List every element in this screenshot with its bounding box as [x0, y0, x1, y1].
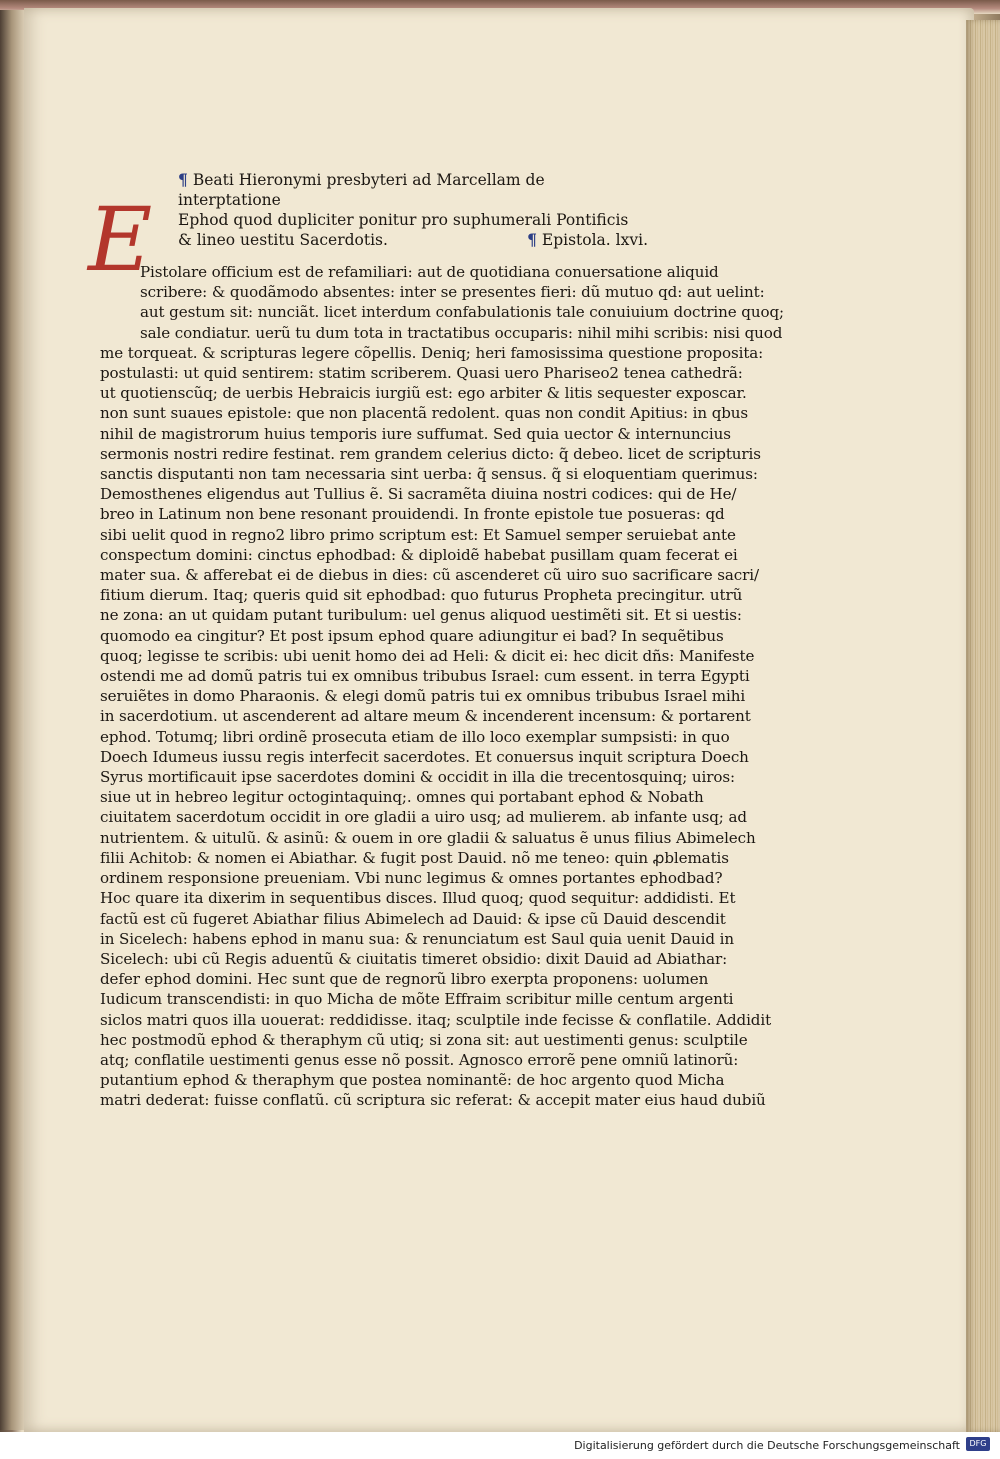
text-line: sibi uelit quod in regno2 libro primo scriptum est: Et Samuel semper seruiebat ante — [100, 525, 736, 544]
digitization-credit: Digitalisierung gefördert durch die Deutsche Forschungsgemeinschaft — [574, 1439, 960, 1452]
text-line: scribere: & quodãmodo absentes: inter se presentes fieri: dũ mutuo qd: aut uelint: — [140, 283, 765, 302]
text-line: quomodo ea cingitur? Et post ipsum ephod quare adiungitur ei bad? In sequẽtibus — [100, 626, 724, 645]
heading-line-3: & lineo uestitu Sacerdotis. — [178, 231, 388, 249]
text-line: ostendi me ad domũ patris tui ex omnibus tribubus Israel: cum essent. in terra Egypti — [100, 667, 750, 686]
text-line: atq; conflatile uestimenti genus esse nõ possit. Agnosco errorẽ pene omniũ latinorũ: — [100, 1050, 739, 1069]
text-line: ciuitatem sacerdotum occidit in ore gladii a uiro usq; ad mulierem. ab infante usq; ad — [100, 808, 747, 827]
text-line: me torqueat. & scripturas legere cõpellis. Deniq; heri famosissima questione proposita: — [100, 343, 764, 362]
text-line: in Sicelech: habens ephod in manu sua: & renunciatum est Saul quia uenit Dauid in — [100, 929, 734, 948]
text-line: fitium dierum. Itaq; queris quid sit ephodbad: quo futurus Propheta precingitur. utrũ — [100, 586, 743, 605]
text-line: postulasti: ut quid sentirem: statim scriberem. Quasi uero Phariseo2 tenea cathedrã: — [100, 364, 743, 383]
text-line: Iudicum transcendisti: in quo Micha de mõte Effraim scribitur mille centum argenti — [100, 990, 734, 1009]
text-line: sermonis nostri redire festinat. rem grandem celerius dicto: q̃ debeo. licet de scripturis — [100, 444, 761, 463]
text-line: putantium ephod & theraphym que postea nominantẽ: de hoc argento quod Micha — [100, 1071, 725, 1090]
text-line: Syrus mortificauit ipse sacerdotes domini & occidit in illa die trecentosquinq; uiros: — [100, 768, 736, 787]
text-line: filii Achitob: & nomen ei Abiathar. & fugit post Dauid. nõ me teneo: quin ꝓblematis — [100, 848, 729, 867]
text-line: siue ut in hebreo legitur octogintaquinq;. omnes qui portabant ephod & Nobath — [100, 788, 704, 807]
text-line: breo in Latinum non bene resonant prouidendi. In fronte epistole tue posueras: qd — [100, 505, 725, 524]
text-line: ne zona: an ut quidam putant turibulum: uel genus aliquod uestimẽti sit. Et si uestis: — [100, 606, 742, 625]
heading-line-2: Ephod quod dupliciter ponitur pro suphumerali Pontificis — [178, 211, 629, 229]
text-line: ordinem responsione preueniam. Vbi nunc legimus & omnes portantes ephodbad? — [100, 869, 723, 888]
text-line: seruiẽtes in domo Pharaonis. & elegi domũ patris tui ex omnibus tribubus Israel mihi — [100, 687, 746, 706]
text-line: siclos matri quos illa uouerat: reddidisse. itaq; sculptile inde fecisse & conflatile. Addidit — [100, 1010, 772, 1029]
text-line: conspectum domini: cinctus ephodbad: & diploidẽ habebat pusillam quam fecerat ei — [100, 545, 738, 564]
text-line: sale condiatur. uerũ tu dum tota in tractatibus occuparis: nihil mihi scribis: nisi quod — [140, 323, 783, 342]
text-line: nihil de magistrorum huius temporis iure suffumat. Sed quia uector & internuncius — [100, 424, 731, 443]
text-line: quoq; legisse te scribis: ubi uenit homo dei ad Heli: & dicit ei: hec dicit dñs: Manifeste — [100, 646, 755, 665]
text-line: hec postmodũ ephod & theraphym cũ utiq; si zona sit: aut uestimenti genus: sculptile — [100, 1030, 748, 1049]
text-line: ephod. Totumq; libri ordinẽ prosecuta etiam de illo loco exemplar sumpsisti: in quo — [100, 727, 730, 746]
page-fore-edge — [966, 20, 1000, 1432]
text-line: sanctis disputanti non tam necessaria sint uerba: q̃ sensus. q̃ si eloquentiam querimus: — [100, 465, 758, 484]
text-line: factũ est cũ fugeret Abiathar filius Abimelech ad Dauid: & ipse cũ Dauid descendit — [100, 909, 726, 928]
epistle-text-block — [88, 170, 785, 1111]
red-initial-letter: E — [88, 188, 153, 291]
text-line: Doech Idumeus iussu regis interfecit sacerdotes. Et conuersus inquit scriptura Doech — [100, 747, 749, 766]
text-line: ut quotienscũq; de uerbis Hebraicis iurgiũ est: ego arbiter & litis sequester exposcar. — [100, 384, 747, 403]
text-line: Sicelech: ubi cũ Regis aduentũ & ciuitatis timeret obsidio: dixit Dauid ad Abiathar: — [100, 949, 728, 968]
text-line: in sacerdotium. ut ascenderent ad altare meum & incenderent incensum: & portarent — [100, 707, 751, 726]
text-line: defer ephod domini. Hec sunt que de regnorũ libro exerpta proponens: uolumen — [100, 970, 709, 989]
text-line: Demosthenes eligendus aut Tullius ẽ. Si sacramẽta diuina nostri codices: qui de He/ — [100, 485, 737, 504]
dfg-logo: DFG — [966, 1437, 990, 1451]
text-line: nutrientem. & uitulũ. & asinũ: & ouem in ore gladii & saluatus ẽ unus filius Abimelech — [100, 828, 756, 847]
text-line: non sunt suaues epistole: que non placentã redolent. quas non condit Apitius: in qbus — [100, 404, 749, 423]
text-line: matri dederat: fuisse conflatũ. cũ scriptura sic referat: & accepit mater eius haud dubiũ — [100, 1091, 766, 1110]
paragraph-mark-icon: ¶ — [178, 170, 188, 189]
paragraph-mark-icon: ¶ — [527, 230, 537, 249]
text-line: Hoc quare ita dixerim in sequentibus disces. Illud quoq; quod sequitur: addidisti. Et — [100, 889, 736, 908]
text-line: aut gestum sit: nunciãt. licet interdum confabulationis tale conuiuium doctrine quoq; — [140, 303, 785, 322]
epistle-body — [100, 262, 785, 1111]
heading-line-1: Beati Hieronymi presbyteri ad Marcellam de interptatione — [178, 171, 545, 209]
text-line: mater sua. & afferebat ei de diebus in dies: cũ ascenderet cũ uiro suo sacrificare sacri/ — [100, 566, 759, 585]
epistola-number: Epistola. lxvi. — [541, 231, 648, 249]
book-spine-edge — [0, 10, 26, 1430]
text-line: Pistolare officium est de refamiliari: aut de quotidiana conuersatione aliquid — [140, 263, 719, 281]
epistle-heading — [178, 170, 648, 250]
